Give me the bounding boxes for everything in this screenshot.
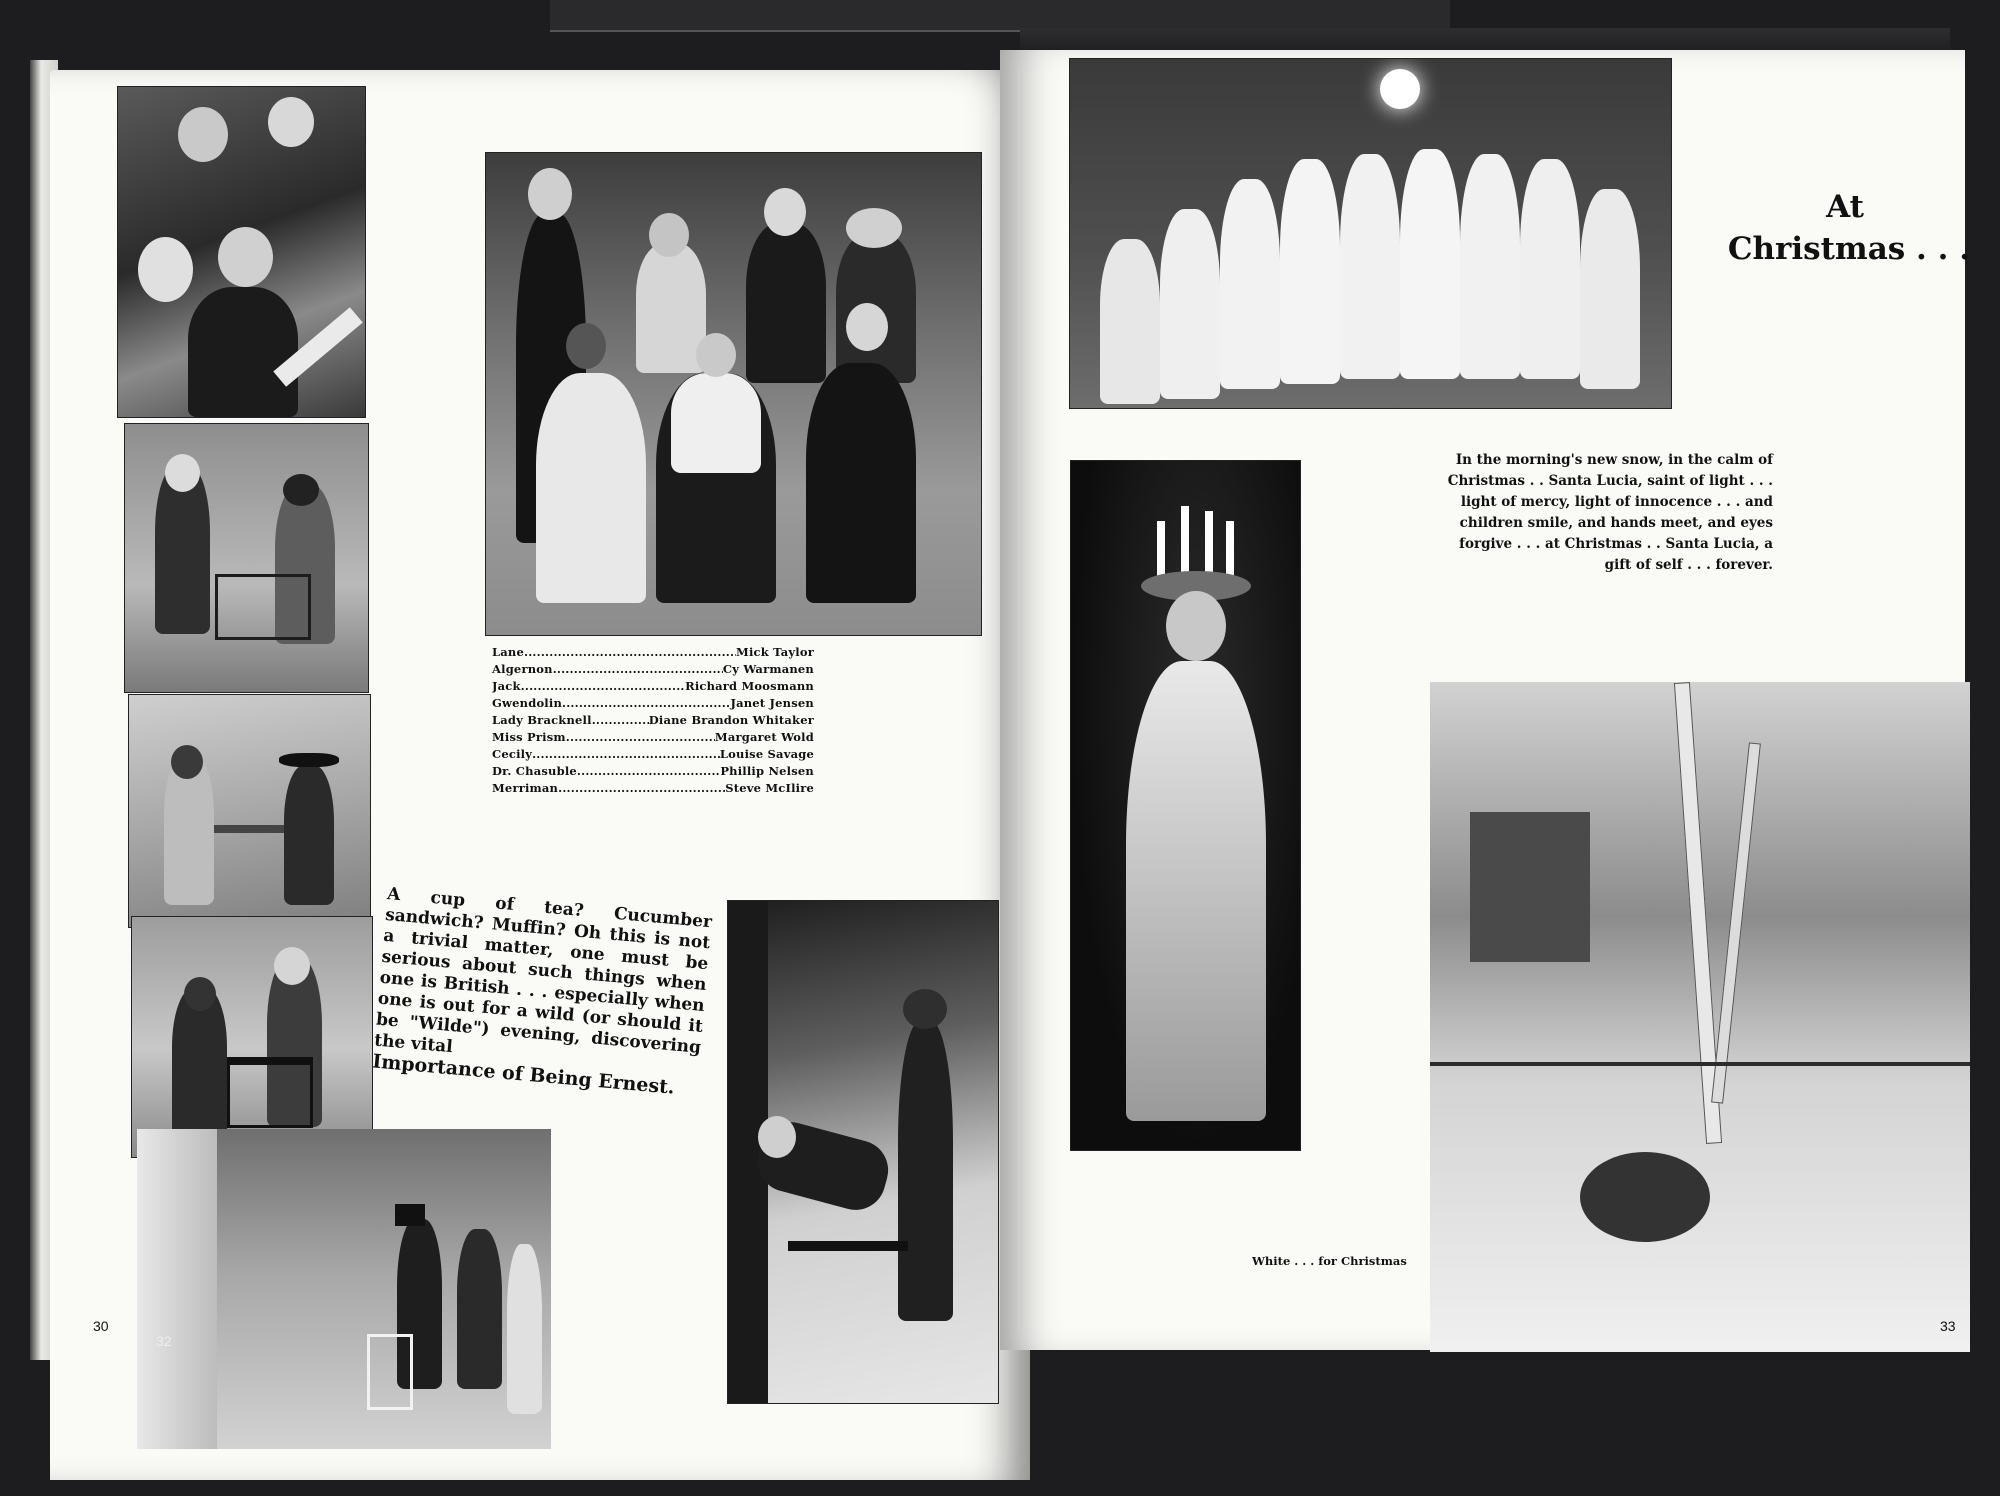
cast-role: Miss Prism (492, 730, 566, 744)
cast-row (492, 763, 814, 780)
photo-santa-lucia-choir (1069, 58, 1672, 409)
photo-cast-group (485, 152, 982, 636)
cast-actor: Margaret Wold (714, 730, 814, 744)
cast-row (492, 695, 814, 712)
photo-stage-scene-1 (124, 423, 369, 693)
photo-caption: White . . . for Christmas (1252, 1254, 1407, 1268)
photo-garden-scene (137, 1129, 551, 1449)
cast-actor: Steve McIlire (725, 781, 814, 795)
cast-role: Cecily (492, 747, 533, 761)
play-blurb (372, 884, 713, 1101)
cast-actor: Louise Savage (719, 747, 814, 761)
photo-stage-scene-2 (128, 694, 371, 928)
cast-row (492, 644, 814, 661)
cast-role: Jack (492, 679, 521, 693)
cast-row (492, 729, 814, 746)
cast-row (492, 780, 814, 797)
cast-actor: Cy Warmanen (722, 662, 814, 676)
page-number-inset: 32 (156, 1333, 172, 1349)
photo-sofa-scene (727, 900, 999, 1404)
cast-role: Gwendolin (492, 696, 563, 710)
page-number-right: 33 (1940, 1318, 1956, 1334)
photo-winter-birch (1430, 682, 1970, 1352)
cast-role: Lady Bracknell (492, 713, 592, 727)
photo-makeup-room (117, 86, 366, 418)
heading-line-2: Christmas . . . (1727, 231, 1970, 267)
cast-list (492, 644, 814, 797)
christmas-heading (1680, 186, 1970, 270)
cast-row (492, 678, 814, 695)
photo-stage-scene-3 (131, 916, 373, 1158)
cast-actor: Mick Taylor (736, 645, 814, 659)
photo-santa-lucia-portrait (1070, 460, 1301, 1151)
christmas-poem: In the morning's new snow, in the calm of Christmas . . Santa Lucia, saint of light . . . light of mercy, light of innocence . . . and children smile, and hands meet, and eyes forgive . . . at Christmas . . Santa Lucia, a gift of self . . . forever. (1447, 452, 1773, 573)
cast-actor: Phillip Nelsen (720, 764, 814, 778)
page-number-left: 30 (93, 1318, 109, 1334)
heading-line-1: At (1826, 189, 1864, 225)
cast-role: Lane (492, 645, 525, 659)
cast-role: Dr. Chasuble (492, 764, 577, 778)
play-blurb-text: A cup of tea? Cucumber sandwich? Muffin? Oh this is not a trivial matter, one must be serious about such things when one is British . . . especially when one is out for a wild (or should it be "Wilde") evening, discovering the vital (373, 884, 713, 1058)
cast-actor: Janet Jensen (730, 696, 814, 710)
cast-actor: Richard Moosmann (685, 679, 814, 693)
cast-actor: Diane Brandon Whitaker (648, 713, 814, 727)
cast-row (492, 712, 814, 729)
play-title-line: Importance of Being Ernest. (371, 1050, 676, 1099)
cast-role: Merriman (492, 781, 559, 795)
cast-role: Algernon (492, 662, 553, 676)
cast-row (492, 661, 814, 678)
cast-row (492, 746, 814, 763)
